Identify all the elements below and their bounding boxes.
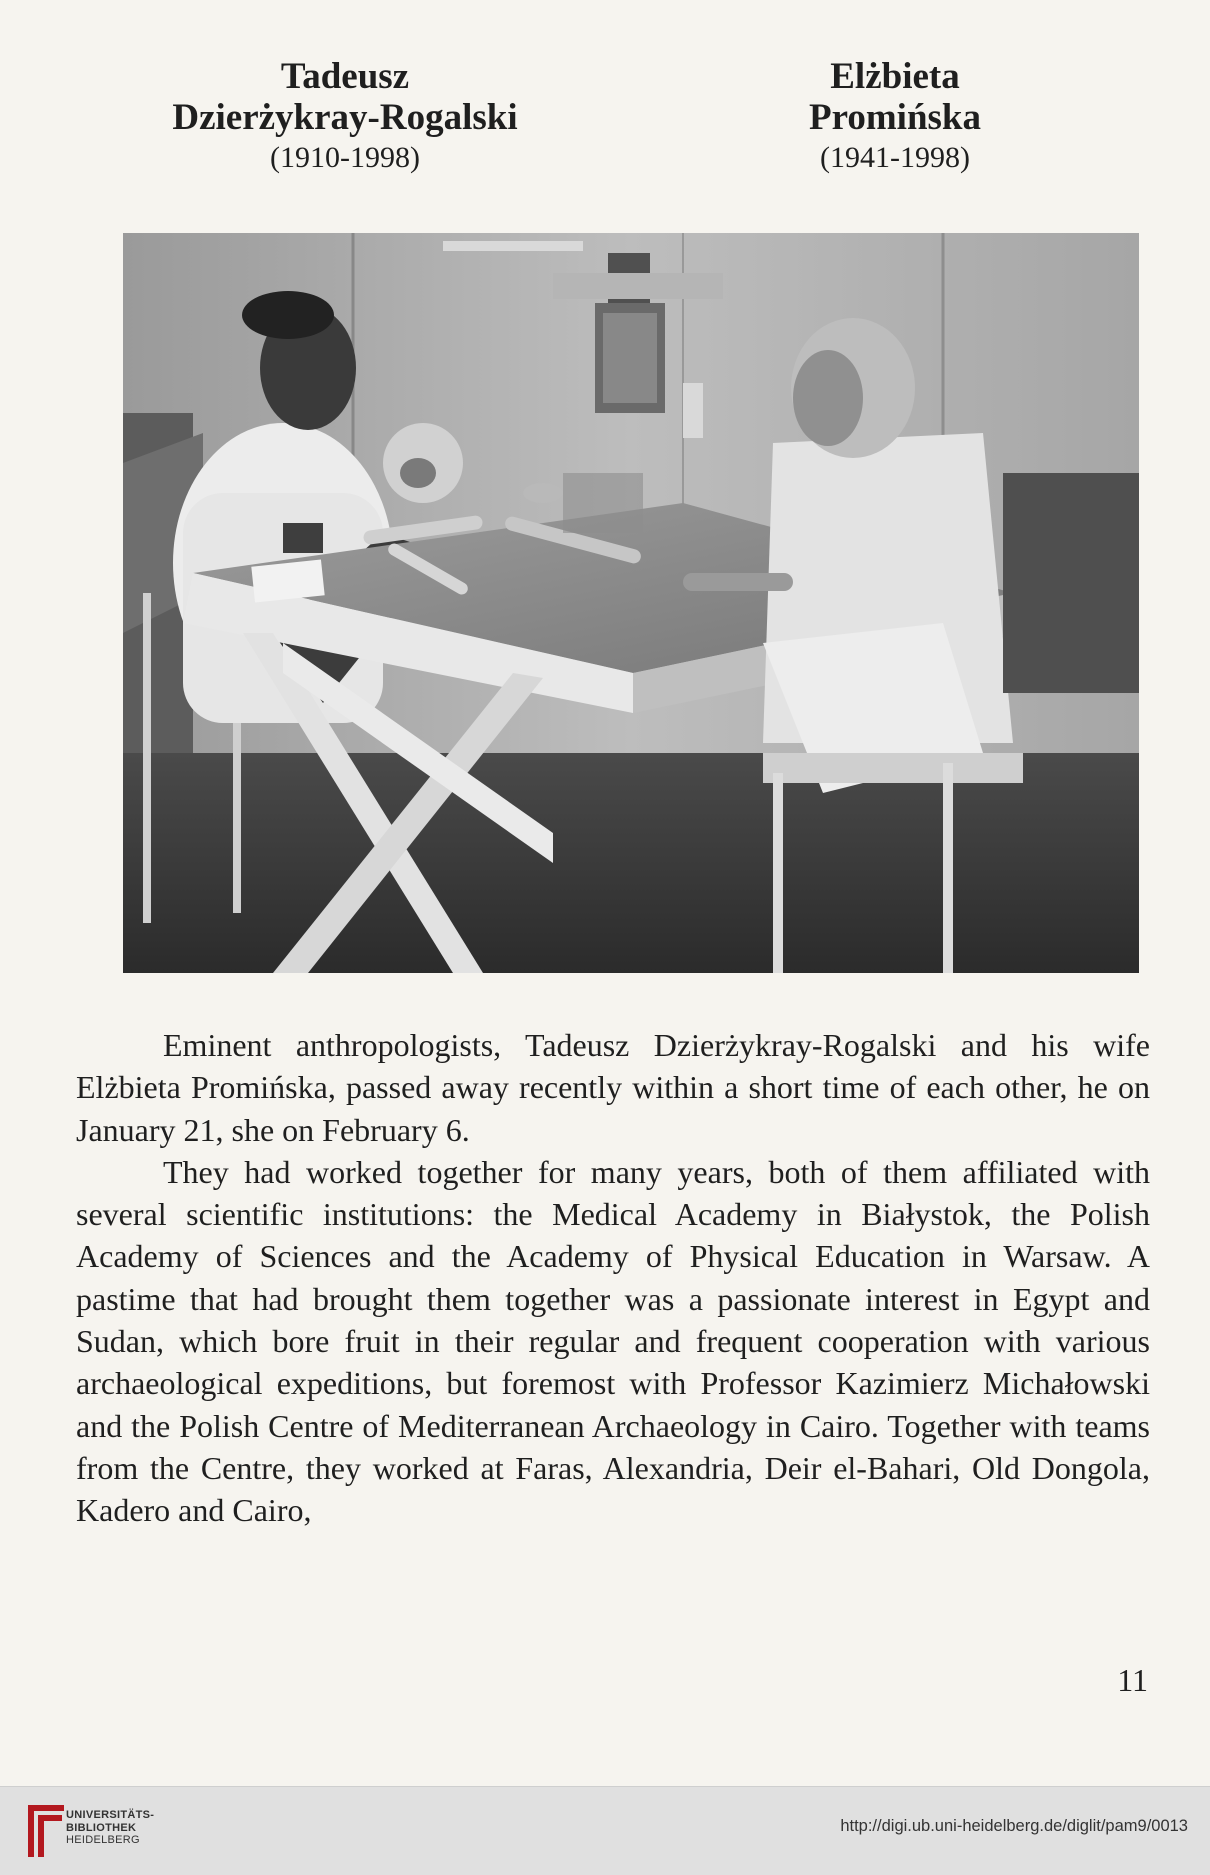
paragraph-2: They had worked together for many years, both of them affiliated with several scientific institutions: the Medical Academy in Białystok, the Polish Academy of Sciences and the Academy of Physical Education in Warsaw. A pastime that had brought them together was a passionate interest in Egypt and Sudan, which bore fruit in their regular and frequent cooperation with various archaeological expeditions, but foremost with Professor Kazimierz Michałowski and the Polish Centre of Mediterranean Archaeology in Cairo. Together with teams from the Centre, they worked at Faras, Alexandria, Deir el-Bahari, Old Dongola, Kadero and Cairo, (76, 1153, 1150, 1529)
library-name (66, 1809, 154, 1847)
library-name-line2: BIBLIOTHEK (66, 1821, 137, 1834)
footer-bar (0, 1786, 1210, 1875)
caption-left-years: (1910-1998) (270, 140, 420, 174)
caption-left-surname: Dzierżykray-Rogalski (172, 97, 518, 139)
caption-elzbieta (730, 56, 1060, 174)
library-logo-icon (14, 1799, 74, 1861)
caption-right-first-name: Elżbieta (830, 56, 960, 97)
library-name-line3: HEIDELBERG (66, 1834, 140, 1846)
caption-right-surname: Promińska (808, 97, 981, 139)
caption-left-first-name: Tadeusz (280, 56, 410, 97)
article-body (76, 1024, 1150, 1532)
paragraph-1: Eminent anthropologists, Tadeusz Dzierżykray-Rogalski and his wife Elżbieta Promińska, passed away recently within a short time of each other, he on January 21, she on February 6. (76, 1027, 1150, 1148)
photo-anthropologists (123, 233, 1139, 973)
caption-right-years: (1941-1998) (820, 140, 970, 174)
caption-tadeusz (95, 56, 595, 174)
library-name-line1: UNIVERSITÄTS- (66, 1809, 155, 1821)
source-url-link[interactable]: http://digi.ub.uni-heidelberg.de/diglit/pam9/0013 (840, 1817, 1188, 1835)
page-number: 11 (1117, 1662, 1148, 1698)
